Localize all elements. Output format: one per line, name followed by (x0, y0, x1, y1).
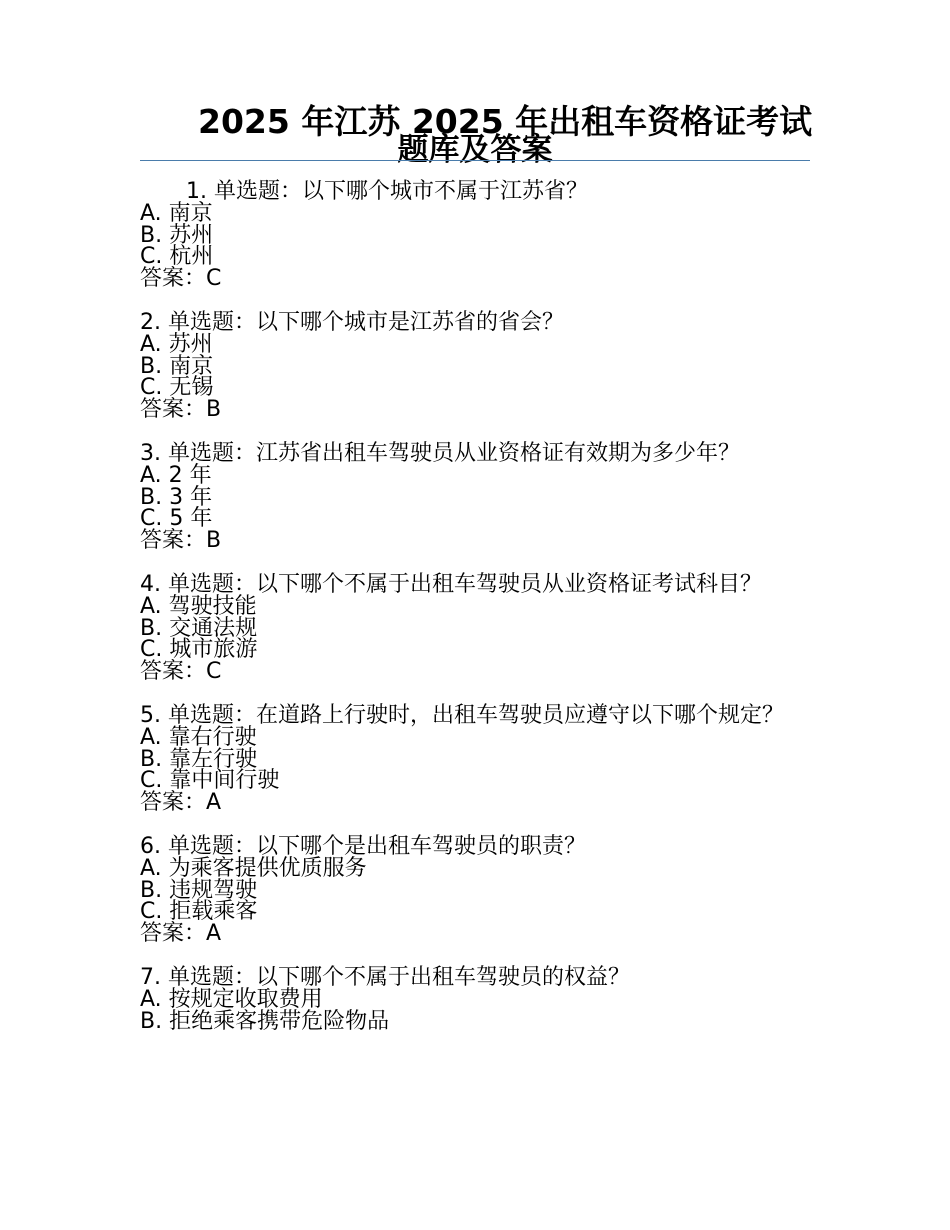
question-text: 2. 单选题：以下哪个城市是江苏省的省会？ (140, 309, 564, 335)
title-divider (140, 160, 810, 161)
question-5 (140, 702, 820, 816)
option-c: C. 5 年 (140, 506, 213, 532)
question-text: 6. 单选题：以下哪个是出租车驾驶员的职责？ (140, 833, 586, 859)
question-4 (140, 571, 820, 685)
option-b: B. 违规驾驶 (140, 877, 258, 903)
answer: 答案：B (140, 397, 222, 423)
question-text: 4. 单选题：以下哪个不属于出租车驾驶员从业资格证考试科目？ (140, 571, 762, 597)
question-text: 1. 单选题：以下哪个城市不属于江苏省？ (186, 179, 588, 204)
document-title (140, 102, 813, 168)
question-list (140, 181, 820, 1054)
option-a: A. 苏州 (140, 331, 213, 357)
question-3 (140, 440, 820, 554)
option-a: A. 按规定收取费用 (140, 986, 323, 1012)
title-line-2: 题库及答案 (397, 132, 553, 168)
option-a: A. 靠右行驶 (140, 724, 257, 750)
option-a: A. 为乘客提供优质服务 (140, 855, 367, 881)
option-a: A. 2 年 (140, 462, 212, 488)
question-7 (140, 964, 820, 1034)
option-a: A. 南京 (140, 200, 213, 226)
answer: 答案：A (140, 921, 222, 947)
option-c: C. 靠中间行驶 (140, 768, 280, 794)
question-1 (140, 181, 820, 290)
question-6 (140, 833, 820, 947)
option-a: A. 驾驶技能 (140, 593, 257, 619)
option-c: C. 拒载乘客 (140, 899, 258, 925)
option-b: B. 交通法规 (140, 615, 258, 641)
option-b: B. 苏州 (140, 222, 214, 248)
answer: 答案：A (140, 790, 222, 816)
answer: 答案：C (140, 659, 222, 685)
option-b: B. 南京 (140, 353, 214, 379)
question-text: 5. 单选题：在道路上行驶时，出租车驾驶员应遵守以下哪个规定？ (140, 702, 784, 728)
question-2 (140, 309, 820, 423)
title-line-1: 2025 年江苏 2025 年出租车资格证考试 (198, 102, 813, 141)
option-b: B. 3 年 (140, 484, 213, 510)
option-b: B. 拒绝乘客携带危险物品 (140, 1008, 390, 1034)
option-b: B. 靠左行驶 (140, 746, 258, 772)
question-text: 7. 单选题：以下哪个不属于出租车驾驶员的权益？ (140, 964, 630, 990)
answer: 答案：B (140, 528, 222, 554)
option-c: C. 无锡 (140, 375, 214, 401)
answer: 答案：C (140, 266, 222, 292)
option-c: C. 城市旅游 (140, 637, 258, 663)
option-c: C. 杭州 (140, 244, 214, 270)
question-text: 3. 单选题：江苏省出租车驾驶员从业资格证有效期为多少年？ (140, 440, 740, 466)
